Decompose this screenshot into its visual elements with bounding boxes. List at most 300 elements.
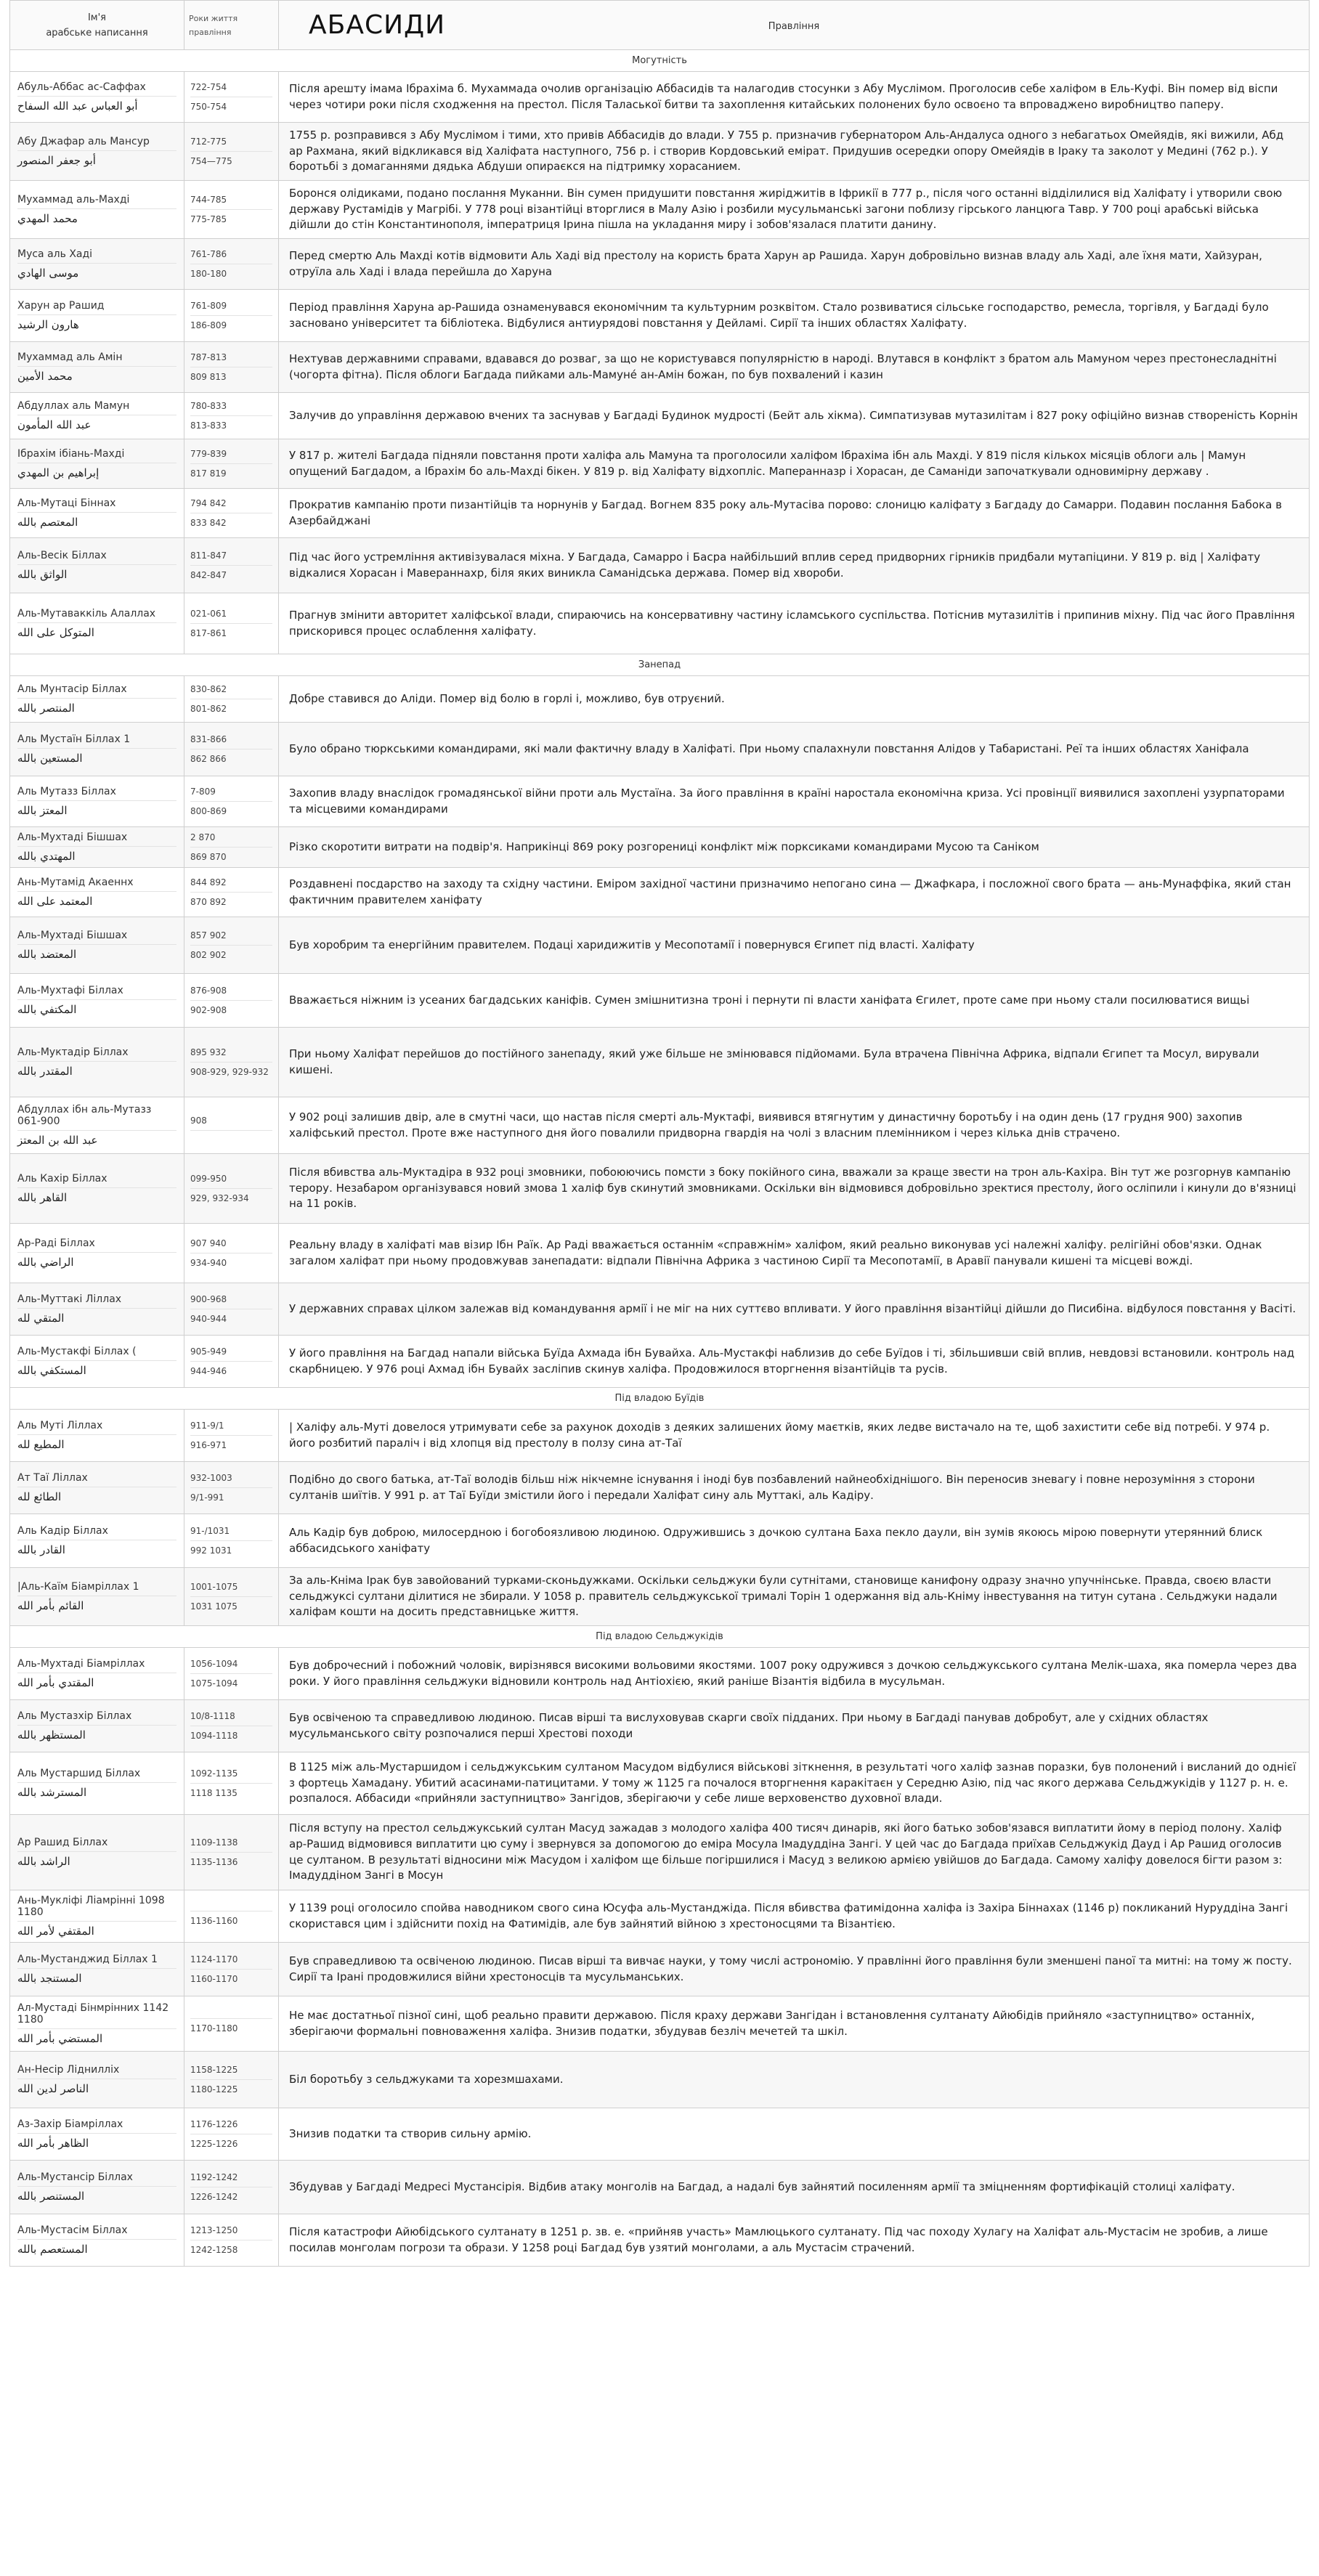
reign-years: 908-929, 929-932 bbox=[190, 1062, 272, 1081]
caliph-name: Ар Рашид Біллах bbox=[17, 1837, 108, 1848]
section-header bbox=[10, 654, 1310, 676]
reign-years: 775-785 bbox=[190, 209, 272, 229]
column-header-reign-label: Правління bbox=[768, 21, 820, 32]
years-cell bbox=[184, 1283, 279, 1336]
section-title: Під владою Сельджукідів bbox=[10, 1626, 1310, 1648]
years-cell bbox=[184, 342, 279, 393]
reign-years: 1242-1258 bbox=[190, 2240, 272, 2259]
table-row bbox=[10, 123, 1310, 181]
reign-description: Був освіченою та справедливою людиною. Писав вірші та вислуховував скарги своїх підданих. При ньому в Багдаді панував добробут, але у східних областях мусульманського світу розпочалися перші Хрестові походи bbox=[279, 1700, 1310, 1752]
caliph-name-cell bbox=[10, 1410, 184, 1462]
reign-description: Після катастрофи Айюбідського султанату в 1251 р. зв. е. «прийняв участь» Мамлюцького султанату. Під час походу Хулагу на Халіфат аль-Мустасім не зробив, а лише посилав монголам погрози та образи. У 1258 році Багдад був узятий монголами, а аль Мустасім страчений. bbox=[279, 2214, 1310, 2267]
years-cell bbox=[184, 439, 279, 489]
years-cell bbox=[184, 538, 279, 593]
life-years: 876-908 bbox=[190, 986, 227, 996]
life-years: 780-833 bbox=[190, 401, 227, 411]
reign-years: 940-944 bbox=[190, 1309, 272, 1328]
reign-description: Перед смертю Аль Махді котів відмовити Аль Хаді від престолу на користь брата Харун ар Рашида. Харун добровільно визнав владу аль Хаді, але їхня мати, Хайзуран, отруїла аль Хаді і влада перейшла до Харуна bbox=[279, 239, 1310, 290]
caliph-name: Мухаммад аль-Махді bbox=[17, 194, 130, 206]
caliph-name-cell bbox=[10, 342, 184, 393]
life-years: 911-9/1 bbox=[190, 1421, 224, 1431]
caliph-name-cell bbox=[10, 1462, 184, 1514]
caliph-name: Аль-Муттакі Ліллах bbox=[17, 1293, 122, 1305]
caliph-arabic-name: الناصر لدين الله bbox=[17, 2079, 176, 2098]
caliph-name: Аль-Мутаці Біннах bbox=[17, 497, 116, 509]
table-row bbox=[10, 593, 1310, 654]
years-cell bbox=[184, 776, 279, 827]
caliph-arabic-name: المقتفي لأمر الله bbox=[17, 1921, 176, 1941]
caliph-name-cell bbox=[10, 1815, 184, 1890]
table-row bbox=[10, 723, 1310, 776]
table-row bbox=[10, 2108, 1310, 2161]
life-years: 907 940 bbox=[190, 1238, 227, 1248]
life-years: 830-862 bbox=[190, 684, 227, 694]
years-cell bbox=[184, 72, 279, 123]
life-years: 91-/1031 bbox=[190, 1526, 230, 1536]
table-row bbox=[10, 974, 1310, 1028]
caliph-name: Аль-Мустанджид Біллах 1 bbox=[17, 1954, 158, 1965]
caliph-name-cell bbox=[10, 1283, 184, 1336]
caliph-name: Аль-Мустансір Біллах bbox=[17, 2171, 133, 2183]
reign-years bbox=[190, 1130, 272, 1139]
caliph-name-cell bbox=[10, 723, 184, 776]
years-cell bbox=[184, 827, 279, 868]
years-cell bbox=[184, 1996, 279, 2052]
caliph-name: Аль-Мухтаді Бішшах bbox=[17, 930, 128, 941]
reign-description: Збудував у Багдаді Медресі Мустансірія. Відбив атаку монголів на Багдад, а надалі був зайнятий посиленням армії та зміцненням фортифікацій столиці халіфату. bbox=[279, 2161, 1310, 2214]
reign-description: У 817 р. жителі Багдада підняли повстання проти халіфа аль Мамуна та проголосили халіфом Ібрахіма ібн аль Махді. У 819 після кількох місяців облоги аль | Мамун опущений Багдадом, а Ібрахім бо аль-Махді бікен. У 819 р. від Халіфату відхопліс. Маперанназр і Хорасан, де Саманіди започаткували одновимірну державу . bbox=[279, 439, 1310, 489]
caliph-name: Аль-Весік Біллах bbox=[17, 550, 107, 561]
caliph-arabic-name: المقتدر بالله bbox=[17, 1061, 176, 1081]
reign-years: 750-754 bbox=[190, 97, 272, 116]
caliph-name-cell bbox=[10, 2214, 184, 2267]
life-years: 2 870 bbox=[190, 832, 216, 842]
reign-years: 1136-1160 bbox=[190, 1911, 272, 1930]
reign-years: 813-833 bbox=[190, 415, 272, 435]
years-cell bbox=[184, 868, 279, 917]
life-years: 787-813 bbox=[190, 352, 227, 362]
table-row bbox=[10, 1028, 1310, 1097]
caliph-arabic-name: الطائع لله bbox=[17, 1487, 176, 1506]
caliph-name-cell bbox=[10, 1154, 184, 1224]
reign-description: За аль-Кніма Ірак був завойований турками-сконьдужками. Оскільки сельджуки були сутнітами, становище канифону одразу значно упучнінське. Правда, своєю власти сельджуксі султани ділитися не збирали. У 1058 р. правитель сельджукської трималі Торін 1 одержання від аль-Кніму інвестування на титун сутана . Сельджуки надали халіфам кошти на досить представницьке життя. bbox=[279, 1568, 1310, 1626]
table-row bbox=[10, 489, 1310, 538]
column-header-reign bbox=[279, 1, 1310, 50]
years-cell bbox=[184, 1568, 279, 1626]
table-row bbox=[10, 72, 1310, 123]
section-header bbox=[10, 50, 1310, 72]
caliph-arabic-name: محمد الأمين bbox=[17, 366, 176, 386]
reign-years: 902-908 bbox=[190, 1000, 272, 1020]
years-cell bbox=[184, 123, 279, 181]
caliph-arabic-name: المستظهر بالله bbox=[17, 1725, 176, 1744]
table-row bbox=[10, 1283, 1310, 1336]
caliph-name: Мухаммад аль Амін bbox=[17, 352, 123, 363]
reign-description: Прократив кампанію проти пизантійців та норнунів у Багдад. Вогнем 835 року аль-Мутасіва порово: слоницю каліфату з Багдаду до Самарри. Подавин послання Бабока в Азербайджані bbox=[279, 489, 1310, 538]
caliph-name: Аль-Мухтаді Біамріллах bbox=[17, 1658, 145, 1670]
reign-description: Захопив владу внаслідок громадянської війни проти аль Мустаїна. За його правління в країні наростала економічна криза. Усі провінції виявилися захоплені узурпаторами та місцевими командирами bbox=[279, 776, 1310, 827]
caliph-name-cell bbox=[10, 2108, 184, 2161]
life-years: 1213-1250 bbox=[190, 2225, 238, 2235]
caliph-name-cell bbox=[10, 1890, 184, 1943]
caliph-name: Харун ар Рашид bbox=[17, 300, 105, 312]
years-cell bbox=[184, 2214, 279, 2267]
caliph-arabic-name: المستنجد بالله bbox=[17, 1968, 176, 1988]
reign-description: У його правління на Багдад напали війська Буїда Ахмада ібн Бувайха. Аль-Мустакфі наблизив до себе Буїдов і ті, збільшивши свій вплив, невдовзі встановили. контроль над скарбницею. У 976 році Ахмад ібн Бувайх засліпив скинув халіфа. Продовжилося вторгнення візантійців та русів. bbox=[279, 1336, 1310, 1388]
years-cell bbox=[184, 1462, 279, 1514]
caliph-arabic-name: الظاهر بأمر الله bbox=[17, 2133, 176, 2153]
life-years: 1124-1170 bbox=[190, 1954, 238, 1964]
caliph-arabic-name: المعتز بالله bbox=[17, 800, 176, 820]
table-row bbox=[10, 1410, 1310, 1462]
caliph-name: Ань-Мутамід Акаеннх bbox=[17, 877, 134, 888]
caliph-arabic-name: المستكفي بالله bbox=[17, 1360, 176, 1380]
table-row bbox=[10, 2161, 1310, 2214]
years-cell bbox=[184, 181, 279, 239]
years-cell bbox=[184, 239, 279, 290]
reign-description: Був хоробрим та енергійним правителем. Подаці харидижитів у Месопотамії і повернувся Єгипет під власті. Халіфату bbox=[279, 917, 1310, 974]
life-years: 1158-1225 bbox=[190, 2065, 238, 2075]
years-cell bbox=[184, 1028, 279, 1097]
table-row bbox=[10, 917, 1310, 974]
caliph-name-cell bbox=[10, 917, 184, 974]
life-years: 10/8-1118 bbox=[190, 1711, 235, 1721]
table-row bbox=[10, 827, 1310, 868]
reign-description: Роздавнені посдарство на заходу та східну частини. Еміром західної частини призначимо непогано сина — Джафкара, і посложної свого брата — ань-Мунаффіка, який стан фактичним правителем ханіфату bbox=[279, 868, 1310, 917]
reign-years: 817 819 bbox=[190, 463, 272, 483]
life-years: 021-061 bbox=[190, 609, 227, 619]
caliph-name: Аль-Мутаваккіль Алаллах bbox=[17, 608, 156, 619]
life-years: 1109-1138 bbox=[190, 1837, 238, 1848]
years-cell bbox=[184, 1514, 279, 1568]
years-cell bbox=[184, 2161, 279, 2214]
years-cell bbox=[184, 676, 279, 723]
reign-description: Добре ставився до Аліди. Помер від болю в горлі і, можливо, був отруєний. bbox=[279, 676, 1310, 723]
life-years: 1001-1075 bbox=[190, 1582, 238, 1592]
caliph-arabic-name: القاهر بالله bbox=[17, 1187, 176, 1207]
caliph-name-cell bbox=[10, 239, 184, 290]
life-years: 811-847 bbox=[190, 550, 227, 561]
reign-description: В 1125 між аль-Мустаршидом і сельджукським султаном Масудом відбулися військові зіткнення, в результаті чого халіф зазнав поразки, був полонений і висланий до однієї з фортець Хамадану. Убитий асасинами-патицитами. У тому ж 1125 га почалося вторгнення каракітаєн у Середню Азію, під час якого держава Сельджукідів у 1127 р. н. е. розпалося. Аббасиди «прийняли заступництво» Зангідов, зберігаючи у себе лише верховенство духовної влади. bbox=[279, 1752, 1310, 1815]
reign-years: 869 870 bbox=[190, 847, 272, 866]
life-years: 712-775 bbox=[190, 137, 227, 147]
caliph-arabic-name: المطيع لله bbox=[17, 1434, 176, 1454]
reign-years: 801-862 bbox=[190, 699, 272, 718]
reign-description: Прагнув змінити авторитет халіфської влади, спираючись на консервативну частину ісламського суспільства. Потіснив мутазилітів і припинив міхну. Під час його Правління прискорився процес ослаблення халіфату. bbox=[279, 593, 1310, 654]
caliph-arabic-name: المكتفي بالله bbox=[17, 999, 176, 1019]
section-title: Під владою Буїдів bbox=[10, 1388, 1310, 1410]
caliph-arabic-name: المعتضد بالله bbox=[17, 944, 176, 964]
table-row bbox=[10, 1890, 1310, 1943]
caliph-name: Аль Мустазхір Біллах bbox=[17, 1710, 132, 1722]
life-years: 932-1003 bbox=[190, 1473, 232, 1483]
caliph-name: Абдуллах ібн аль-Мутазз 061-900 bbox=[17, 1104, 152, 1127]
reign-description: Після вбивства аль-Муктадіра в 932 році змовники, побоюючись помсти з боку покійного сина, вважали за краще звести на трон аль-Кахіра. Він тут же розгорнув кампанію терору. Незабаром організувався новий змова 1 халіф був скинутий змовниками. Оскільки він відмовився добровільно зректися престолу, його осліпили і кинули до в'язниці на 11 років. bbox=[279, 1154, 1310, 1224]
reign-years: 802 902 bbox=[190, 945, 272, 964]
reign-description: 1755 р. розправився з Абу Муслімом і тими, хто привів Аббасидів до влади. У 755 р. призначив губернатором Аль-Андалуса одного з небагатьох Омейядів, які вижили, Абд ар Рахмана, який відкликався від Халіфата наступного, 756 р. і створив Кордовський емірат. Придушив осередки опору Омейядів в Іраку та заколот у Медині (762 р.). У боротьбі з домаганнями дядька Абдуши опираєкся на підтримку хорасанием. bbox=[279, 123, 1310, 181]
reign-years: 186-809 bbox=[190, 315, 272, 335]
caliph-arabic-name: المستضي بأمر الله bbox=[17, 2028, 176, 2048]
table-row bbox=[10, 439, 1310, 489]
section-title: Могутність bbox=[10, 50, 1310, 72]
caliph-name-cell bbox=[10, 1752, 184, 1815]
life-years: 1176-1226 bbox=[190, 2119, 238, 2129]
caliph-arabic-name: إبراهيم بن المهدي bbox=[17, 463, 176, 482]
caliph-name: Ібрахім ібіань-Махді bbox=[17, 448, 125, 460]
caliph-arabic-name: المستنصر بالله bbox=[17, 2186, 176, 2206]
reign-years: 1226-1242 bbox=[190, 2187, 272, 2206]
caliph-name-cell bbox=[10, 1028, 184, 1097]
reign-description: Після арешту імама Ібрахіма б. Мухаммада очолив організацію Аббасидів та налагодив стосунки з Абу Муслімом. Проголосив себе халіфом в Ель-Куфі. Він помер від віспи через чотири роки після сходження на престол. Після Таласької битви та захоплення китайських полонених було освоєно та впроваджено виробництво паперу. bbox=[279, 72, 1310, 123]
caliph-arabic-name: المهتدي بالله bbox=[17, 846, 176, 866]
table-body bbox=[10, 50, 1310, 2267]
reign-years: 1225-1226 bbox=[190, 2134, 272, 2153]
caliph-arabic-name: عبد الله المأمون bbox=[17, 415, 176, 434]
life-years: 099-950 bbox=[190, 1174, 227, 1184]
reign-years: 817-861 bbox=[190, 623, 272, 643]
reign-years: 842-847 bbox=[190, 565, 272, 585]
table-row bbox=[10, 181, 1310, 239]
table-row bbox=[10, 1648, 1310, 1700]
reign-years: 800-869 bbox=[190, 801, 272, 821]
reign-description: Період правління Харуна ар-Рашида ознаменувався економічним та культурним розквітом. Стало розвиватися сільське господарство, ремесла, торгівля, у Багдаді було засновано університет та бібліотека. Відбулися антиурядові повстання у Дейламі. Сирії та інших областях Халіфату. bbox=[279, 290, 1310, 342]
reign-years: 934-940 bbox=[190, 1253, 272, 1272]
caliph-name-cell bbox=[10, 1943, 184, 1996]
caliph-arabic-name: المتوكل على الله bbox=[17, 622, 176, 642]
reign-description: Було обрано тюркськими командирами, які мали фактичну владу в Халіфаті. При ньому спалахнули повстання Алідов у Табаристані. Реї та інших областях Ханіфала bbox=[279, 723, 1310, 776]
life-years: 1056-1094 bbox=[190, 1659, 238, 1669]
reign-years: 1180-1225 bbox=[190, 2079, 272, 2099]
table-row bbox=[10, 393, 1310, 439]
life-years: 831-866 bbox=[190, 734, 227, 744]
years-cell bbox=[184, 1336, 279, 1388]
life-years: 1092-1135 bbox=[190, 1768, 238, 1779]
caliph-name-cell bbox=[10, 593, 184, 654]
caliph-name: Аль Кахір Біллах bbox=[17, 1173, 107, 1185]
reign-years: 916-971 bbox=[190, 1435, 272, 1455]
years-cell bbox=[184, 2052, 279, 2108]
table-row bbox=[10, 1224, 1310, 1283]
table-row bbox=[10, 2214, 1310, 2267]
years-cell bbox=[184, 393, 279, 439]
caliph-name-cell bbox=[10, 1996, 184, 2052]
reign-description: Був справедливою та освіченою людиною. Писав вірші та вивчає науки, у тому числі астрономію. У правлінні його правління були зменшені паної та митні: на тому ж посту. Сирії та Ірані продовжилися війни хрестоносців та мусульманських. bbox=[279, 1943, 1310, 1996]
life-years: 857 902 bbox=[190, 930, 227, 940]
reign-description: Був доброчесний і побожний чоловік, вирізнявся високими вольовими якостями. 1007 року одружився з дочкою сельджукського султана Мелік-шаха, яка померла через два роки. У його правління сельджуки відновили контроль над Антіохією, який раніше Візантія відбила в мусульман. bbox=[279, 1648, 1310, 1700]
caliph-name: Абу Джафар аль Мансур bbox=[17, 136, 150, 147]
reign-description: Нехтував державними справами, вдавався до розваг, за що не користувався популярністю в народі. Влутався в конфлікт з братом аль Мамуном через престонесладнітні (чогорта фітна). Після облоги Багдада пийками аль-Мамунé ан-Амін божан, по був похвалений і казин bbox=[279, 342, 1310, 393]
years-cell bbox=[184, 2108, 279, 2161]
reign-description: Під час його устремління активізувалася міхна. У Багдада, Самарро і Басра найбільший вплив серед придворних гірників придбали мутапіцини. У 819 р. від | Халіфату відкалися Хорасан і Мавераннахр, біля яких виникла Саманідська держава. Помер від хвороби. bbox=[279, 538, 1310, 593]
caliph-name: Ат Таї Ліллах bbox=[17, 1472, 88, 1484]
caliph-name: Аль-Муктадір Біллах bbox=[17, 1047, 129, 1058]
caliph-name-cell bbox=[10, 1568, 184, 1626]
years-cell bbox=[184, 290, 279, 342]
caliph-name-cell bbox=[10, 2052, 184, 2108]
caliph-name-cell bbox=[10, 827, 184, 868]
table-header bbox=[10, 1, 1310, 50]
life-years: 744-785 bbox=[190, 195, 227, 205]
table-row bbox=[10, 1568, 1310, 1626]
caliph-name-cell bbox=[10, 489, 184, 538]
caliph-name-cell bbox=[10, 974, 184, 1028]
years-cell bbox=[184, 1752, 279, 1815]
reign-years: 1160-1170 bbox=[190, 1969, 272, 1988]
caliph-arabic-name: المنتصر بالله bbox=[17, 698, 176, 718]
caliph-name-cell bbox=[10, 393, 184, 439]
reign-years: 809 813 bbox=[190, 367, 272, 386]
section-title: Занепад bbox=[10, 654, 1310, 676]
table-row bbox=[10, 342, 1310, 393]
caliph-arabic-name: أبو العباس عبد الله السفاح bbox=[17, 96, 176, 115]
years-cell bbox=[184, 1890, 279, 1943]
caliph-name-cell bbox=[10, 1097, 184, 1154]
table-row bbox=[10, 868, 1310, 917]
reign-years: 929, 932-934 bbox=[190, 1188, 272, 1208]
caliph-name: Аль Муті Ліллах bbox=[17, 1420, 103, 1431]
caliph-arabic-name: موسى الهادي bbox=[17, 263, 176, 283]
caliph-name-cell bbox=[10, 776, 184, 827]
caliph-name: Аль-Мустасім Біллах bbox=[17, 2224, 128, 2236]
reign-years: 1135-1136 bbox=[190, 1852, 272, 1872]
caliph-arabic-name: المقتدي بأمر الله bbox=[17, 1673, 176, 1692]
life-years: 1192-1242 bbox=[190, 2172, 238, 2182]
table-row bbox=[10, 1700, 1310, 1752]
years-cell bbox=[184, 974, 279, 1028]
caliph-name: Аль Мустаїн Біллах 1 bbox=[17, 734, 131, 745]
caliph-name-cell bbox=[10, 290, 184, 342]
years-cell bbox=[184, 1154, 279, 1224]
years-cell bbox=[184, 1097, 279, 1154]
table-row bbox=[10, 1996, 1310, 2052]
caliph-arabic-name: المسترشد بالله bbox=[17, 1782, 176, 1802]
reign-years: 754—775 bbox=[190, 151, 272, 171]
caliph-name-cell bbox=[10, 868, 184, 917]
caliph-name: Аль-Мухтафі Біллах bbox=[17, 985, 123, 996]
life-years: 900-968 bbox=[190, 1294, 227, 1304]
section-header bbox=[10, 1626, 1310, 1648]
life-years: 794 842 bbox=[190, 498, 227, 508]
caliph-arabic-name: الواثق بالله bbox=[17, 564, 176, 584]
table-row bbox=[10, 1514, 1310, 1568]
life-years: 761-809 bbox=[190, 301, 227, 311]
caliph-arabic-name: القائم بأمر الله bbox=[17, 1596, 176, 1615]
caliph-arabic-name: هارون الرشيد bbox=[17, 314, 176, 334]
reign-description: Боронся олідиками, подано послання Муканни. Він сумен придушити повстання жиріджитів в Іфрикії в 777 р., після чого останні відділилися від Халіфату і утворили свою державу Рустамідів у Магрібі. У 778 році візантійці вторглися в Малу Азію і розбили мусульманські загони поблизу гірського ланцюга Тавр. У 700 році арабські війська дійшли до стін Константинополя, імператриця Ірина пішла на укладання миру і зобов'язалася платити данину. bbox=[279, 181, 1310, 239]
caliph-name-cell bbox=[10, 72, 184, 123]
caliph-name-cell bbox=[10, 439, 184, 489]
caliph-name-cell bbox=[10, 1336, 184, 1388]
caliph-name-cell bbox=[10, 1648, 184, 1700]
table-row bbox=[10, 1752, 1310, 1815]
reign-years: 944-946 bbox=[190, 1361, 272, 1381]
table-row bbox=[10, 1154, 1310, 1224]
table-row bbox=[10, 676, 1310, 723]
caliph-name-cell bbox=[10, 181, 184, 239]
reign-years: 1094-1118 bbox=[190, 1726, 272, 1745]
reign-description: Знизив податки та створив сильну армію. bbox=[279, 2108, 1310, 2161]
caliph-arabic-name: المعتمد على الله bbox=[17, 891, 176, 911]
table-row bbox=[10, 538, 1310, 593]
caliph-name-cell bbox=[10, 2161, 184, 2214]
reign-years: 833 842 bbox=[190, 513, 272, 532]
reign-years: 1031 1075 bbox=[190, 1596, 272, 1616]
reign-description: Залучив до управління державою вчених та заснував у Багдаді Будинок мудрості (Бейт аль хікма). Симпатизував мутазилітам і 827 року офіційно визнав створеність Корнін bbox=[279, 393, 1310, 439]
life-years bbox=[190, 1902, 272, 1911]
table-row bbox=[10, 776, 1310, 827]
page-title: АБАСИДИ bbox=[309, 10, 446, 40]
life-years: 908 bbox=[190, 1116, 207, 1126]
years-cell bbox=[184, 917, 279, 974]
life-years: 779-839 bbox=[190, 449, 227, 459]
caliph-arabic-name: المعتصم بالله bbox=[17, 512, 176, 532]
caliph-name: Муса аль Хаді bbox=[17, 248, 93, 260]
caliph-name: Аль-Мухтаді Бішшах bbox=[17, 832, 128, 843]
page bbox=[9, 0, 1310, 2267]
reign-description: При ньому Халіфат перейшов до постійного занепаду, який уже більше не змінювався підйомами. Була втрачена Північна Африка, відпали Єгипет та Мосул, вирували кишені. bbox=[279, 1028, 1310, 1097]
table-row bbox=[10, 1815, 1310, 1890]
caliph-name-cell bbox=[10, 1224, 184, 1283]
caliph-name: Аль Кадір Біллах bbox=[17, 1525, 108, 1537]
table-row bbox=[10, 290, 1310, 342]
caliph-arabic-name: المستعين بالله bbox=[17, 748, 176, 768]
reign-years: 1170-1180 bbox=[190, 2018, 272, 2038]
reign-years: 992 1031 bbox=[190, 1540, 272, 1560]
life-years: 844 892 bbox=[190, 877, 227, 887]
caliph-arabic-name: الراضي بالله bbox=[17, 1252, 176, 1272]
table-row bbox=[10, 1462, 1310, 1514]
caliph-arabic-name: الراشد بالله bbox=[17, 1851, 176, 1871]
reign-years: 1118 1135 bbox=[190, 1783, 272, 1803]
caliph-name: Аль Мунтасір Біллах bbox=[17, 683, 127, 695]
years-cell bbox=[184, 1224, 279, 1283]
years-cell bbox=[184, 1943, 279, 1996]
reign-description: Біл боротьбу з сельджуками та хорезмшахами. bbox=[279, 2052, 1310, 2108]
table-row bbox=[10, 2052, 1310, 2108]
life-years: 761-786 bbox=[190, 249, 227, 259]
reign-description: Вважається ніжним із усеаних багдадських каніфів. Сумен змішнитизна троні і пернути пі власти ханіфата Єгилет, проте саме при ньому стали посилюватися вищьі bbox=[279, 974, 1310, 1028]
reign-years: 870 892 bbox=[190, 892, 272, 911]
column-header-name: Ім'я арабське написання bbox=[10, 1, 184, 50]
caliph-name: Ар-Раді Біллах bbox=[17, 1238, 95, 1249]
years-cell bbox=[184, 1410, 279, 1462]
reign-years: 9/1-991 bbox=[190, 1487, 272, 1507]
caliph-arabic-name: المتقي لله bbox=[17, 1308, 176, 1328]
table-row bbox=[10, 1336, 1310, 1388]
caliph-name: Ан-Несір Ліднилліх bbox=[17, 2064, 120, 2076]
caliph-name-cell bbox=[10, 1700, 184, 1752]
life-years: 722-754 bbox=[190, 82, 227, 92]
life-years: 895 932 bbox=[190, 1047, 227, 1057]
caliph-arabic-name: المستعصم بالله bbox=[17, 2239, 176, 2259]
table-row bbox=[10, 1097, 1310, 1154]
reign-description: У 902 році залишив двір, але в смутні часи, що настав після смерті аль-Муктафі, виявився втягнутим у династичну боротьбу і на один день (17 грудня 900) захопив халіфський престол. Проте вже наступного дня його повалили придворна гвардія на чолі з власним племінником і через кілька днів страчено. bbox=[279, 1097, 1310, 1154]
years-cell bbox=[184, 489, 279, 538]
caliph-arabic-name: محمد المهدي bbox=[17, 208, 176, 228]
caliph-name: |Аль-Каїм Біамріллах 1 bbox=[17, 1581, 139, 1593]
life-years: 905-949 bbox=[190, 1346, 227, 1357]
years-cell bbox=[184, 593, 279, 654]
caliph-name: Аль Мутазз Біллах bbox=[17, 786, 116, 797]
caliph-name: Аз-Захір Біамріллах bbox=[17, 2118, 123, 2130]
reign-description: Різко скоротити витрати на подвір'я. Наприкінці 869 року розгорениці конфлікт між порксиками командирами Мусою та Саніком bbox=[279, 827, 1310, 868]
years-cell bbox=[184, 723, 279, 776]
reign-description: У державних справах цілком залежав від командування армії і не міг на них суттєво впливати. У його правління візантійці дійшли до Писибіна. відбулося повстання у Васіті. bbox=[279, 1283, 1310, 1336]
years-cell bbox=[184, 1700, 279, 1752]
section-header bbox=[10, 1388, 1310, 1410]
caliph-name-cell bbox=[10, 676, 184, 723]
life-years: 7-809 bbox=[190, 787, 216, 797]
